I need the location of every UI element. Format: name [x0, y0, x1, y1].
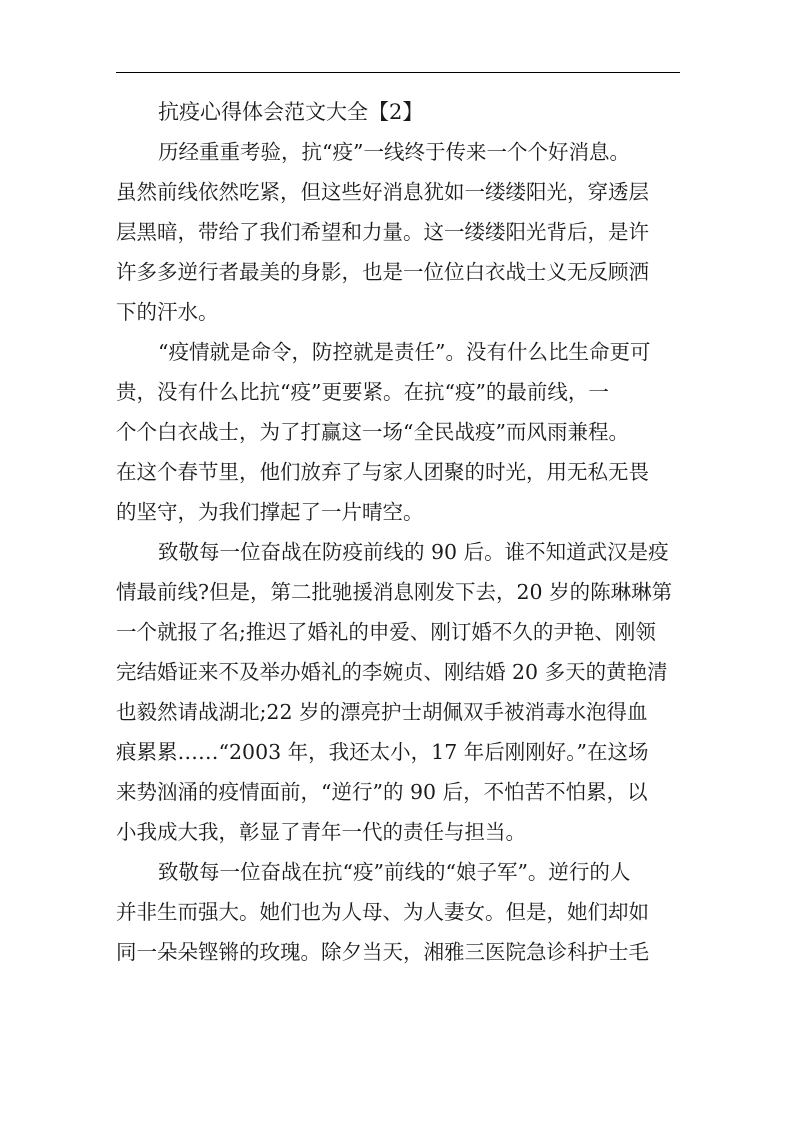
paragraph-line: “疫情就是命令，防控就是责任”。没有什么比生命更可: [158, 340, 651, 364]
paragraph-1: [116, 132, 680, 332]
paragraph-line: 也毅然请战湖北;22 岁的漂亮护士胡佩双手被消毒水泡得血: [116, 700, 648, 724]
document-title: 抗疫心得体会范文大全【2】: [158, 100, 424, 124]
paragraph-line: 痕累累……“2003 年，我还太小，17 年后刚刚好。”在这场: [116, 740, 649, 764]
paragraph-line: 完结婚证来不及举办婚礼的李婉贞、刚结婚 20 多天的黄艳清: [116, 660, 668, 684]
paragraph-line: 致敬每一位奋战在防疫前线的 90 后。谁不知道武汉是疫: [158, 540, 669, 564]
paragraph-line: 同一朵朵铿锵的玫瑰。除夕当天，湘雅三医院急诊科护士毛: [116, 940, 649, 964]
paragraph-line: 虽然前线依然吃紧，但这些好消息犹如一缕缕阳光，穿透层: [116, 180, 649, 204]
paragraph-4: [116, 852, 680, 972]
paragraph-line: 个个白衣战士，为了打赢这一场“全民战疫”而风雨兼程。: [116, 420, 629, 444]
paragraph-line: 在这个春节里，他们放弃了与家人团聚的时光，用无私无畏: [116, 460, 649, 484]
paragraph-line: 情最前线?但是，第二批驰援消息刚发下去，20 岁的陈琳琳第: [116, 580, 673, 604]
paragraph-line: 下的汗水。: [116, 300, 219, 324]
paragraph-line: 层黑暗，带给了我们希望和力量。这一缕缕阳光背后，是许: [116, 220, 649, 244]
paragraph-3: [116, 532, 680, 852]
paragraph-line: 来势汹涌的疫情面前，“逆行”的 90 后，不怕苦不怕累，以: [116, 780, 648, 804]
document-body: [116, 92, 680, 972]
paragraph-line: 历经重重考验，抗“疫”一线终于传来一个个好消息。: [158, 140, 630, 164]
paragraph-line: 一个就报了名;推迟了婚礼的申爱、刚订婚不久的尹艳、刚领: [116, 620, 656, 644]
paragraph-line: 的坚守，为我们撑起了一片晴空。: [116, 500, 424, 524]
paragraph-line: 致敬每一位奋战在抗“疫”前线的“娘子军”。逆行的人: [158, 860, 631, 884]
paragraph-line: 并非生而强大。她们也为人母、为人妻女。但是，她们却如: [116, 900, 649, 924]
paragraph-line: 贵，没有什么比抗“疫”更要紧。在抗“疫”的最前线，一: [116, 380, 609, 404]
paragraph-line: 许多多逆行者最美的身影，也是一位位白衣战士义无反顾洒: [116, 260, 649, 284]
header-rule: [116, 72, 680, 73]
paragraph-2: [116, 332, 680, 532]
paragraph-line: 小我成大我，彰显了青年一代的责任与担当。: [116, 820, 526, 844]
